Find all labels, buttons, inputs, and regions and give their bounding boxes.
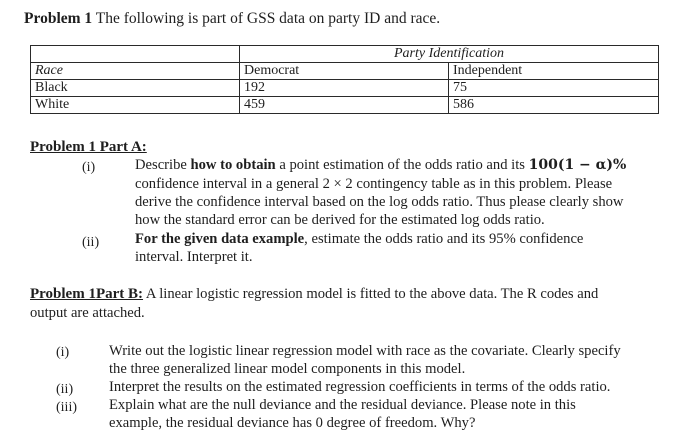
party-identification-header: Party Identification — [240, 46, 659, 63]
table-row — [31, 80, 659, 97]
row-label-black: Black — [31, 80, 240, 97]
cell-white-independent: 586 — [449, 97, 659, 114]
part-a-item-1-line-1 — [135, 157, 626, 175]
independent-header: Independent — [449, 63, 659, 80]
problem-1-title — [24, 10, 440, 28]
part-b-intro-line-2: output are attached. — [30, 305, 145, 321]
emphasis-given-data: For the given data example — [135, 231, 305, 247]
part-a-item-2-line-1 — [135, 231, 583, 249]
row-label-white: White — [31, 97, 240, 114]
part-a-item-1-line-2: confidence interval in a general 2 × 2 contingency table as in this problem. Please — [135, 176, 613, 192]
table-row — [31, 97, 659, 114]
part-b-item-2-line-1: Interpret the results on the estimated regression coefficients in terms of the odds ratio. — [109, 379, 611, 395]
part-b-item-1-line-1: Write out the logistic linear regression model with race as the covariate. Clearly specify — [109, 343, 621, 359]
part-b-intro-line-1 — [30, 286, 598, 304]
part-b-item-3-line-1: Explain what are the null deviance and the residual deviance. Please note in this — [109, 397, 576, 413]
part-a-item-1-number: (i) — [82, 160, 96, 175]
race-header: Race — [31, 63, 240, 80]
problem-1-intro: The following is part of GSS data on party ID and race. — [95, 10, 441, 27]
confidence-level-math: 100(1 − α)% — [528, 157, 627, 173]
part-b-item-1-number: (i) — [56, 345, 70, 360]
text-segment: Describe — [135, 157, 191, 173]
part-a-item-1-line-3: derive the confidence interval based on the log odds ratio. Thus please clearly show — [135, 194, 624, 210]
party-race-table — [30, 45, 659, 114]
part-a-item-2-line-2: interval. Interpret it. — [135, 249, 253, 265]
part-a-heading: Problem 1 Part A: — [30, 139, 147, 155]
emphasis-how-to-obtain: how to obtain — [190, 157, 276, 173]
problem-1-label: Problem 1 — [24, 10, 93, 27]
cell-white-democrat: 459 — [240, 97, 449, 114]
part-b-item-2-number: (ii) — [56, 382, 74, 397]
part-b-item-3-number: (iii) — [56, 400, 77, 415]
text-segment: a point estimation of the odds ratio and its — [275, 157, 529, 173]
part-b-item-1-line-2: the three generalized linear model components in this model. — [109, 361, 466, 377]
part-b-intro-text: A linear logistic regression model is fitted to the above data. The R codes and — [143, 286, 599, 302]
democrat-header: Democrat — [240, 63, 449, 80]
cell-black-democrat: 192 — [240, 80, 449, 97]
table-top-left-blank — [31, 46, 240, 63]
part-b-heading: Problem 1Part B: — [30, 286, 144, 302]
cell-black-independent: 75 — [449, 80, 659, 97]
text-segment: , estimate the odds ratio and its 95% confidence — [304, 231, 584, 247]
part-a-item-2-number: (ii) — [82, 235, 100, 250]
part-b-item-3-line-2: example, the residual deviance has 0 degree of freedom. Why? — [109, 415, 476, 431]
part-a-item-1-line-4: how the standard error can be derived for the estimated log odds ratio. — [135, 212, 545, 228]
